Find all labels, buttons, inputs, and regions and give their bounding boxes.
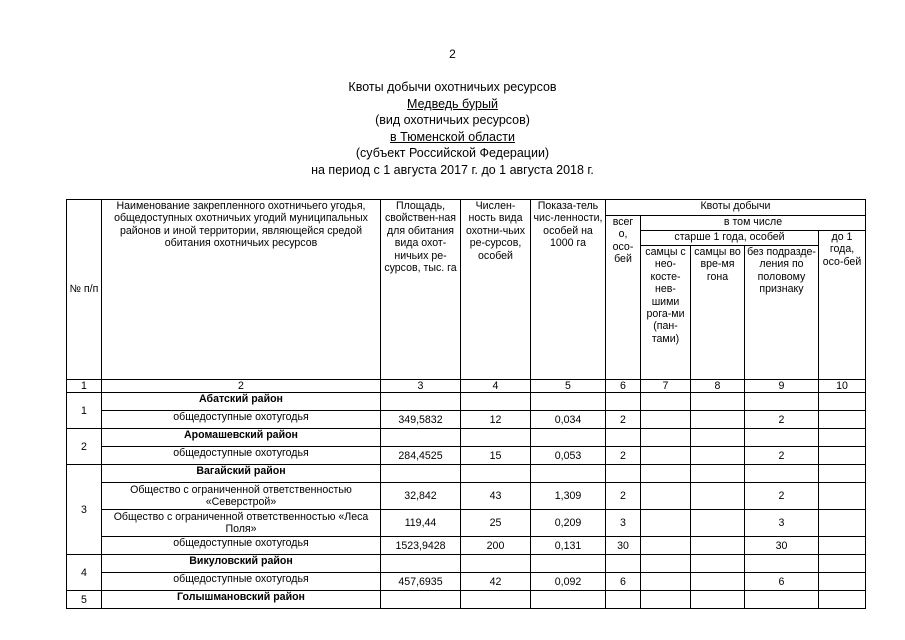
column-number: 6 (606, 380, 641, 393)
empty-cell (819, 555, 866, 573)
hunting-ground-name: общедоступные охотугодья (102, 573, 381, 591)
cell-c8 (691, 510, 745, 537)
district-row (67, 555, 866, 573)
header-older: старше 1 года, особей (641, 231, 819, 246)
cell-count: 42 (461, 573, 531, 591)
cell-c9: 3 (745, 510, 819, 537)
cell-c8 (691, 483, 745, 510)
cell-c7 (641, 573, 691, 591)
empty-cell (819, 429, 866, 447)
empty-cell (531, 555, 606, 573)
empty-cell (819, 591, 866, 609)
empty-cell (641, 465, 691, 483)
empty-cell (531, 465, 606, 483)
empty-cell (531, 393, 606, 411)
header-name: Наименование закрепленного охотничьего угодья, общедоступных охотничьих угодий муниципальных районов и иной территории, являющейся средой обитания охотничьих ресурсов (102, 200, 381, 380)
empty-cell (691, 555, 745, 573)
district-row (67, 465, 866, 483)
empty-cell (745, 393, 819, 411)
empty-cell (691, 429, 745, 447)
cell-c7 (641, 537, 691, 555)
cell-c8 (691, 447, 745, 465)
region-caption: (субъект Российской Федерации) (355, 146, 550, 161)
cell-count: 12 (461, 411, 531, 429)
empty-cell (606, 465, 641, 483)
empty-cell (745, 591, 819, 609)
period-line: на период с 1 августа 2017 г. до 1 августа 2018 г. (311, 162, 594, 177)
empty-cell (641, 555, 691, 573)
district-row (67, 429, 866, 447)
district-name: Аромашевский район (102, 429, 381, 447)
district-row (67, 393, 866, 411)
cell-c10 (819, 510, 866, 537)
cell-total: 30 (606, 537, 641, 555)
column-number: 4 (461, 380, 531, 393)
quota-table (66, 199, 866, 609)
empty-cell (641, 429, 691, 447)
empty-cell (606, 429, 641, 447)
cell-count: 200 (461, 537, 531, 555)
species-caption: (вид охотничьих ресурсов) (375, 113, 530, 128)
table-row (67, 411, 866, 429)
table-row (67, 573, 866, 591)
header-area: Площадь, свойствен-ная для обитания вида охот-ничьих ре-сурсов, тыс. га (381, 200, 461, 380)
header-including: в том числе (641, 216, 866, 231)
column-number: 1 (67, 380, 102, 393)
cell-c10 (819, 447, 866, 465)
column-number: 7 (641, 380, 691, 393)
cell-total: 6 (606, 573, 641, 591)
empty-cell (606, 591, 641, 609)
column-number: 9 (745, 380, 819, 393)
cell-area: 1523,9428 (381, 537, 461, 555)
header-no-sex: без подразде-ления по половому признаку (745, 246, 819, 380)
document-header (0, 79, 905, 179)
column-number: 3 (381, 380, 461, 393)
district-name: Абатский район (102, 393, 381, 411)
empty-cell (606, 393, 641, 411)
cell-c8 (691, 411, 745, 429)
district-row (67, 591, 866, 609)
cell-c10 (819, 573, 866, 591)
district-name: Викуловский район (102, 555, 381, 573)
empty-cell (691, 393, 745, 411)
column-number: 5 (531, 380, 606, 393)
header-count: Числен-ность вида охотни-чьих ре-сурсов, особей (461, 200, 531, 380)
empty-cell (745, 465, 819, 483)
cell-c8 (691, 573, 745, 591)
cell-count: 43 (461, 483, 531, 510)
table-row (67, 537, 866, 555)
column-number: 8 (691, 380, 745, 393)
cell-c7 (641, 447, 691, 465)
empty-cell (381, 429, 461, 447)
cell-c7 (641, 411, 691, 429)
species-name: Медведь бурый (407, 96, 498, 111)
cell-c9: 2 (745, 447, 819, 465)
district-name: Вагайский район (102, 465, 381, 483)
cell-c10 (819, 537, 866, 555)
hunting-ground-name: Общество с ограниченной ответственностью «Северстрой» (102, 483, 381, 510)
header-title: Квоты добычи охотничьих ресурсов (348, 80, 557, 94)
hunting-ground-name: общедоступные охотугодья (102, 537, 381, 555)
cell-c9: 30 (745, 537, 819, 555)
empty-cell (381, 591, 461, 609)
empty-cell (531, 429, 606, 447)
header-males-antlers: самцы с нео-косте-нев-шими рога-ми (пан-тами) (641, 246, 691, 380)
table-row (67, 510, 866, 537)
column-number: 10 (819, 380, 866, 393)
empty-cell (641, 591, 691, 609)
district-name: Голышмановский район (102, 591, 381, 609)
header-num: № п/п (67, 200, 102, 380)
column-number: 2 (102, 380, 381, 393)
empty-cell (819, 465, 866, 483)
cell-count: 15 (461, 447, 531, 465)
empty-cell (745, 555, 819, 573)
empty-cell (745, 429, 819, 447)
hunting-ground-name: общедоступные охотугодья (102, 411, 381, 429)
cell-total: 3 (606, 510, 641, 537)
cell-area: 119,44 (381, 510, 461, 537)
empty-cell (691, 591, 745, 609)
column-number-row (67, 380, 866, 393)
empty-cell (641, 393, 691, 411)
district-number: 5 (67, 591, 102, 609)
cell-index: 0,034 (531, 411, 606, 429)
district-number: 1 (67, 393, 102, 429)
page-number: 2 (449, 47, 456, 61)
cell-index: 0,092 (531, 573, 606, 591)
header-total: всег о, осо-бей (606, 216, 641, 380)
region-name: в Тюменской области (390, 129, 515, 144)
cell-index: 1,309 (531, 483, 606, 510)
table-row (67, 447, 866, 465)
cell-area: 284,4525 (381, 447, 461, 465)
district-number: 4 (67, 555, 102, 591)
empty-cell (461, 393, 531, 411)
cell-c7 (641, 483, 691, 510)
empty-cell (606, 555, 641, 573)
cell-total: 2 (606, 411, 641, 429)
cell-index: 0,131 (531, 537, 606, 555)
header-index: Показа-тель чис-ленности, особей на 1000 га (531, 200, 606, 380)
cell-total: 2 (606, 483, 641, 510)
empty-cell (381, 465, 461, 483)
hunting-ground-name: Общество с ограниченной ответственностью «Леса Поля» (102, 510, 381, 537)
cell-total: 2 (606, 447, 641, 465)
cell-c10 (819, 411, 866, 429)
empty-cell (461, 555, 531, 573)
cell-index: 0,209 (531, 510, 606, 537)
empty-cell (381, 393, 461, 411)
empty-cell (691, 465, 745, 483)
empty-cell (819, 393, 866, 411)
hunting-ground-name: общедоступные охотугодья (102, 447, 381, 465)
empty-cell (461, 465, 531, 483)
district-number: 2 (67, 429, 102, 465)
table-row (67, 483, 866, 510)
empty-cell (461, 591, 531, 609)
empty-cell (531, 591, 606, 609)
empty-cell (381, 555, 461, 573)
cell-c8 (691, 537, 745, 555)
header-quota: Квоты добычи (606, 200, 866, 216)
cell-c7 (641, 510, 691, 537)
cell-area: 457,6935 (381, 573, 461, 591)
cell-c9: 2 (745, 483, 819, 510)
header-males-rut: самцы во вре-мя гона (691, 246, 745, 380)
cell-c9: 6 (745, 573, 819, 591)
cell-c9: 2 (745, 411, 819, 429)
empty-cell (461, 429, 531, 447)
cell-c10 (819, 483, 866, 510)
district-number: 3 (67, 465, 102, 555)
cell-area: 349,5832 (381, 411, 461, 429)
cell-count: 25 (461, 510, 531, 537)
header-under1: до 1 года, осо-бей (819, 231, 866, 380)
cell-area: 32,842 (381, 483, 461, 510)
cell-index: 0,053 (531, 447, 606, 465)
